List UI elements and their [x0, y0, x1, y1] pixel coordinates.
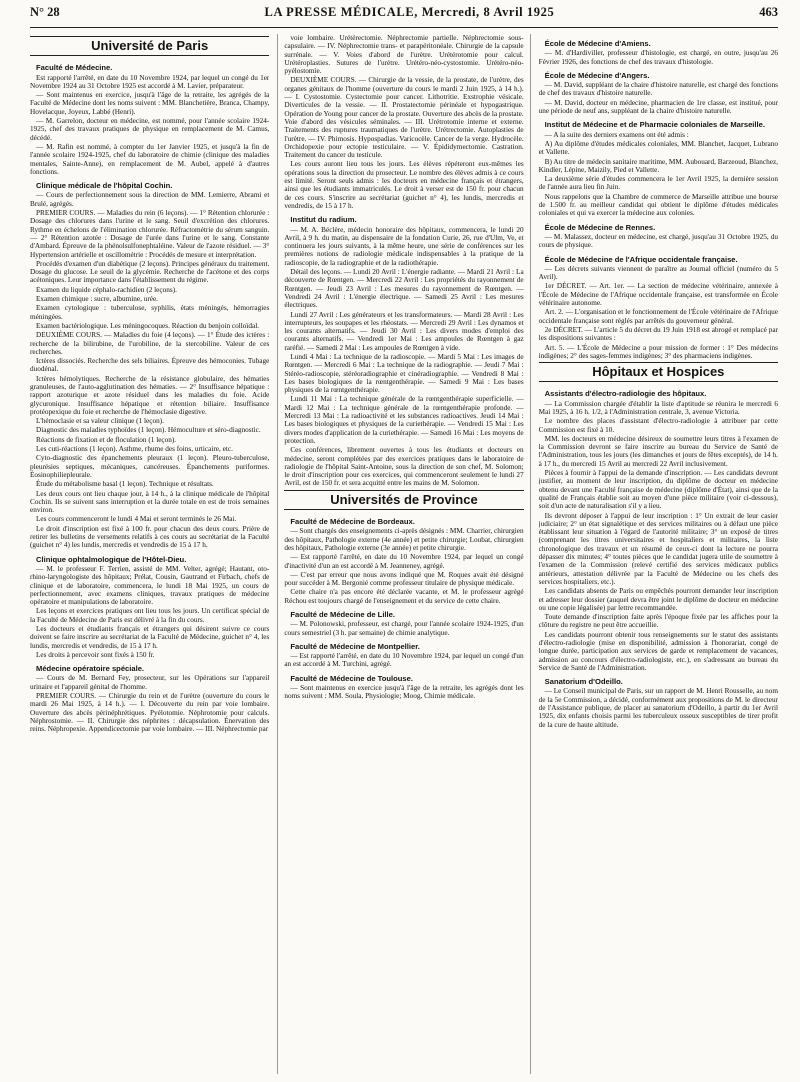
article-paragraph: — M. Rafin est nommé, à compter du 1er Janvier 1925, et jusqu'à la fin de l'année scolaire 1924-1925, chef du laboratoire de chimie (clinique des maladies mentales, Sainte-Anne), en remplacement de M. Aubel, appelé à d'autres fonctions. [30, 142, 270, 176]
article-paragraph: PREMIER COURS. — Chirurgie du rein et de l'urètre (ouverture du cours le mardi 26 Mai 1925, à 14 h.). — I. Découverte du rein par voie lombaire. Ouverture des abcès périnéphrétiques. Pyélotomie. Néphrotomie pour calculs. Néphrostomie. — II. Chirurgie des néphrites : décapsulation. Énervation des reins. Néphropexie. Appendicectomie par voie lombaire. — III. Néphrectomie par [30, 692, 270, 734]
article-heading: Sanatorium d'Odeillo. [544, 677, 623, 687]
article-paragraph: Les deux cours ont lieu chaque jour, à 14 h., à la clinique médicale de l'hôpital Cochin. Ils se suivent sans interruption et la durée totale en est de trois semaines environ. [30, 489, 270, 515]
article-heading: École de Médecine d'Amiens. [544, 39, 651, 48]
article-paragraph: L'hémoclasie et sa valeur clinique (1 leçon). [36, 417, 164, 426]
article-paragraph: 2e DÉCRET. — L'article 5 du décret du 19 Juin 1918 est abrogé et remplacé par les dispositions suivantes : [538, 325, 778, 343]
article-paragraph: — Sont chargés des enseignements ci-après désignés : MM. Charrier, chirurgien des hôpitaux, Pathologie externe (4e année) et petite chirurgie; Loubat, chirurgien des hôpitaux, Pathologie externe (3e année) et petite chirurgie. [284, 527, 524, 552]
article-paragraph: A) Au diplôme d'études médicales coloniales, MM. Blanchet, Jacquet, Lubrano et Vallette. [538, 139, 778, 157]
page-number-right: 463 [759, 5, 778, 19]
section-title-universite-de-paris: Université de Paris [30, 36, 269, 56]
article-paragraph: Ces conférences, librement ouvertes à tous les étudiants et docteurs en médecine, seront complétées par des exercices pratiques dans le laboratoire de radiologie de l'hôpital Saint-Antoine, sous la direction de son chef, M. Solomon; le droit d'inscription pour ces exercices, qui commenceront seulement le lundi 27 Avril, est de 150 fr. et sera acquitté entre les mains de M. Solomon. [284, 446, 524, 488]
article-paragraph: — La Commission chargée d'établir la liste d'aptitude se réunira le mercredi 6 Mai 1925, à 16 h. 1/2, à l'Administration centrale, 3, avenue Victoria. [538, 399, 778, 416]
article-paragraph: — M. le professeur F. Terrien, assisté de MM. Velter, agrégé; Hautant, oto-rhino-laryngologiste des hôpitaux; Prélat, Cousin, Gautrand et Firbach, chefs de clinique et de laboratoire, commencera, le lundi 18 Mai 1925, un cours de perfectionnement, avec examens cliniques, travaux pratiques de médecine opératoire et manipulations de laboratoire. [30, 564, 270, 607]
article-heading: Faculté de Médecine de Montpellier. [290, 641, 420, 651]
column-1 [30, 34, 269, 1074]
article-paragraph: Les candidats pourront obtenir tous renseignements sur le statut des assistants d'électro-radiologie (mise en disponibilité, admission à l'honorariat, congé de longue durée, participation aux services de garde et remplacement de vacances, admission au concours d'électro-radiologiste, etc.), en s'adressant au bureau du Service de Santé de l'Administration. [538, 630, 778, 672]
article-paragraph: — Sont maintenus en exercice, jusqu'à l'âge de la retraite, les agrégés de la Faculté de Médecine dont les noms suivent : MM. Blanchetière, Branca, Champy, Hovelacque, Joyeux, Labbé (Henri). [30, 91, 270, 116]
article-paragraph: Les droits à percevoir sont fixés à 150 fr. [36, 650, 155, 659]
column-1-articles [30, 64, 269, 733]
article-paragraph: — Est rapporté l'arrêté, en date du 10 Novembre 1924, par lequel un congé d'un an est accordé à M. Turchini, agrégé. [284, 652, 524, 669]
article-paragraph: — M. David, docteur en médecine, pharmacien de 1re classe, est institué, pour une période de neuf ans, suppléant de la chaire d'histoire naturelle. [538, 98, 778, 116]
article-paragraph: Réactions de fixation et de floculation (1 leçon). [36, 435, 177, 444]
article-heading: Institut du radium. [290, 215, 357, 225]
article-paragraph: Est rapporté l'arrêté, en date du 10 Novembre 1924, par lequel un congé du 1er Novembre 1924 au 31 Octobre 1925 est accordé à M. Lavier, préparateur. [30, 73, 270, 90]
article-paragraph: Art. 5. — L'École de Médecine a pour mission de former : 1° Des médecins indigènes; 2° des sages-femmes indigènes; 3° des pharmaciens indigènes. [538, 343, 778, 360]
article-paragraph: Détail des leçons. — Lundi 20 Avril : L'énergie radiante. — Mardi 21 Avril : La découverte de Rœntgen. — Mercredi 22 Avril : Les propriétés du rayonnement de Rœntgen. — Jeudi 23 Avril : Les mesures du rayonnement de Rœntgen. — Vendredi 24 Avril : L'énergie électrique. — Samedi 25 Avril : Les mesures électriques. [284, 268, 524, 310]
article-heading: Institut de Médecine et de Pharmacie coloniales de Marseille. [544, 120, 765, 130]
article-paragraph: — C'est par erreur que nous avons indiqué que M. Roques avait été désigné pour succéder à M. Bergonié comme professeur titulaire de physique médicale. [284, 570, 524, 588]
article-heading: Clinique ophtalmologique de l'Hôtel-Dieu. [36, 554, 187, 564]
article-heading: École de Médecine de Rennes. [544, 222, 656, 232]
article-paragraph: Les cours auront lieu tous les jours. Les élèves répéteront eux-mêmes les opérations sous la direction du prosecteur. Le nombre des élèves admis à ce cours est limité. Seront seuls admis : les docteurs en médecine français et étrangers, ainsi que les étudiants immatriculés. Le droit à verser est de 150 fr. pour chacun de ces cours. S'inscrire au secrétariat (guichet n° 4), les lundis, mercredis et vendredis, de 15 à 17 h. [284, 160, 524, 210]
article-heading: Faculté de Médecine de Lille. [290, 610, 395, 619]
article-paragraph: Examen bactériologique. Les méningocoques. Réaction du benjoin colloïdal. [36, 321, 260, 330]
article-paragraph: B) Au titre de médecin sanitaire maritime, MM. Aubouard, Barzeoud, Blanchez, Kindler, Lépine, Maizily, Pied et Vallette. [538, 157, 778, 174]
article-paragraph: — M. David, suppléant de la chaire d'histoire naturelle, est chargé des fonctions de chef des travaux d'histoire naturelle. [538, 81, 778, 98]
article-paragraph: Les cuti-réactions (1 leçon). Asthme, rhume des foins, urticaire, etc. [36, 445, 233, 454]
article-paragraph: Nous rappelons que la Chambre de commerce de Marseille attribue une bourse de 1.500 fr. au meilleur candidat qui obtient le diplôme d'études médicales coloniales et qui va exercer la médecine aux colonies. [538, 192, 778, 218]
publication-title: LA PRESSE MÉDICALE, Mercredi, 8 Avril 1925 [264, 5, 555, 19]
article-paragraph: Examen du liquide céphalo-rachidien (2 leçons). [36, 285, 177, 294]
columns [30, 34, 778, 1074]
article-paragraph: Procédés d'examen d'un diabétique (2 leçons). Principes généraux du traitement. Dosage du glucose. Le seuil de la glycémie. Recherche de l'acétone et des corps acétoniques. Leur importance dans l'établissement du régime. [30, 259, 270, 285]
article-paragraph: — M. Garrelon, docteur en médecine, est nommé, pour l'année scolaire 1924-1925, chef des travaux pratiques de physique en remplacement de M. Camus, décédé. [30, 117, 270, 142]
article-heading: École de Médecine de l'Afrique occidentale française. [544, 254, 738, 264]
column-2-bottom-articles [284, 518, 523, 701]
article-paragraph: Les candidats absents de Paris ou empêchés pourront demander leur inscription et adresser leur dossier (auquel devra être joint le diplôme de docteur en médecine ou une copie légalisée) par lettre recommandée. [538, 587, 778, 612]
article-paragraph: — Cours de M. Bernard Fey, prosecteur, sur les Opérations sur l'appareil urinaire et l'appareil génital de l'homme. [30, 674, 270, 691]
article-paragraph: — Sont maintenus en exercice jusqu'à l'âge de la retraite, les agrégés dont les noms suivent : MM. Soula, Physiologie; Moog, Chimie médicale. [284, 684, 524, 701]
column-3-top-articles [539, 40, 778, 360]
article-paragraph: Examen chimique : sucre, albumine, urée. [36, 295, 158, 304]
article-paragraph: — Les décrets suivants viennent de paraître au Journal officiel (numéro du 5 Avril). [538, 264, 778, 282]
article-paragraph: — M. A. Béclère, médecin honoraire des hôpitaux, commencera, le lundi 20 Avril, à 9 h. du matin, au dispensaire de la fondation Curie, 26, rue d'Ulm, Ve, et continuera les jours suivants, à la même heure, une série de conférences sur les premières notions de radiologie médicale indispensables à la pratique de la radioscopie, de la radiographie et de la radiothérapie. [284, 225, 524, 267]
article-paragraph: — A la suite des derniers examens ont été admis : [544, 130, 689, 139]
article-heading: Faculté de Médecine de Toulouse. [290, 673, 413, 683]
article-paragraph: Les leçons et exercices pratiques ont lieu tous les jours. Un certificat spécial de la Faculté de Médecine de Paris est délivré à la fin du cours. [30, 607, 270, 624]
article-paragraph: La deuxième série d'études commencera le 1er Avril 1925, la dernière session de l'année aura lieu fin Juin. [538, 175, 778, 192]
article-heading: Faculté de Médecine. [36, 63, 113, 73]
article-paragraph: 1er DÉCRET. — Art. 1er. — La section de médecine vétérinaire, annexée à l'École de Médecine de l'Afrique occidentale française, est transformée en École vétérinaire autonome. [538, 282, 778, 308]
article-paragraph: — M. d'Hardiviller, professeur d'histologie, est chargé, en outre, jusqu'au 26 Février 1926, des fonctions de chef des travaux d'histologie. [538, 49, 778, 66]
column-3 [539, 34, 778, 1074]
article-paragraph: voie lombaire. Urétérectomie. Néphrectomie partielle. Néphrectomie sous-capsulaire. — IV. Néphrectomie trans- et parapéritonéale. Chirurgie de la capsule surrénale. — V. Voies d'abord de l'urètre. Urétérotomie pour calcul. Urétéroplasties. Sutures de l'urètre. Urétéro-néo-cystostomie. Urétéro-néo-pyélostomie. [284, 34, 524, 76]
article-paragraph: Étude du métabolisme basal (1 leçon). Technique et résultats. [36, 480, 214, 489]
article-paragraph: — Est rapporté l'arrêté, en date du 10 Novembre 1924, par lequel un congé d'inactivité d'un an est accordé à M. Jeanneney, agrégé. [284, 553, 524, 570]
article-paragraph: Le droit d'inscription est fixé à 100 fr. pour chacun des deux cours. Prière de retirer les bulletins de versements relatifs à ces cours au secrétariat de la Faculté (guichet n° 4) les lundis, mercredis et vendredis de 15 à 17 h. [30, 524, 270, 550]
column-3-bottom-articles [539, 390, 778, 729]
article-paragraph: Toute demande d'inscription faite après l'époque fixée par les affiches pour la clôture du registre ne peut être accueillie. [538, 613, 778, 630]
article-heading: Assistants d'électro-radiologie des hôpitaux. [544, 389, 707, 399]
article-heading: Clinique médicale de l'hôpital Cochin. [36, 181, 173, 191]
page-number-left: N° 28 [30, 5, 60, 19]
article-paragraph: Les docteurs et étudiants français et étrangers qui désirent suivre ce cours doivent se faire inscrire au secrétariat de la Faculté de Médecine, guichet n° 4, les lundis, mercredis et vendredis, de 15 à 17 h. [30, 625, 270, 650]
article-paragraph: MM. les docteurs en médecine désireux de soumettre leurs titres à l'examen de la Commission devront se faire inscrire au bureau du Service de Santé de l'Administration, tous les jours (les dimanches et jours de fêtes exceptés), de 14 h. à 17 h., du mercredi 15 Avril au mercredi 22 Avril inclusivement. [538, 434, 778, 468]
section-title-universites-de-province: Universités de Province [284, 490, 523, 510]
article-paragraph: Cette chaire n'a pas encore été déclarée vacante, et M. le professeur agrégé Réchou est toujours chargé de l'enseignement et du service de cette chaire. [284, 588, 524, 605]
article-heading: Faculté de Médecine de Bordeaux. [290, 517, 415, 527]
article-paragraph: Ils devront déposer à l'appui de leur inscription : 1° Un extrait de leur casier judiciaire; 2° un état signalétique et des services militaires ou à défaut une pièce établissant leur situation à l'égard de l'autorité militaire; 3° un exposé de titres (comprenant les titres universitaires et hospitaliers et militaires, la liste chronologique des travaux et un résumé de ceux-ci dont la lecture ne pourra dépasser dix minutes; 4° toutes pièces que le candidat jugera utile de soumettre à l'examen de la Commission (relevé certifié des services médicaux publics antérieurs, attestation délivrée par la Faculté de Médecine ou les chefs des services hospitaliers, etc.). [538, 511, 778, 586]
article-paragraph: Le nombre des places d'assistant d'électro-radiologie à attribuer par cette Commission est fixé à 10. [538, 417, 778, 434]
article-heading: École de Médecine d'Angers. [544, 70, 650, 80]
article-paragraph: Art. 2. — L'organisation et le fonctionnement de l'École vétérinaire de l'Afrique occidentale française sont réglés par arrêtés du gouverneur général. [538, 308, 778, 325]
article-paragraph: — Le Conseil municipal de Paris, sur un rapport de M. Henri Rousselle, au nom de la 5e Commission, a décidé, conformément aux propositions de M. le directeur de l'Assistance publique, de placer au sanatorium d'Odeillo, à partir du 1er Avril 1925, dix enfants choisis parmi les tuberculeux osseux susceptibles de tirer profit de la cure de haute altitude. [538, 687, 778, 729]
article-heading: Médecine opératoire spéciale. [36, 664, 145, 674]
article-paragraph: Pièces à fournir à l'appui de la demande d'inscription. — Les candidats devront justifier, au moment de leur inscription, du diplôme de docteur en médecine obtenu devant une Faculté française de médecine (diplôme d'État), ainsi que de la qualité de Français établie soit au moyen d'une pièce militaire (voir ci-dessous), soit d'un acte de naturalisation s'il y a lieu. [538, 469, 778, 511]
article-paragraph: Lundi 27 Avril : Les générateurs et les transformateurs. — Mardi 28 Avril : Les interrupteurs, les soupapes et les rhéostats. — Mercredi 29 Avril : Les dynamos et les courants alternatifs. — Jeudi 30 Avril : Les divers modes d'emploi des courants alternatifs. — Vendredi 1er Mai : Les ampoules de Rœntgen à gaz raréfié. — Samedi 2 Mai : Les ampoules de Rœntgen à vide. [284, 310, 524, 352]
article-paragraph: Diagnostic des maladies typhoïdes (1 leçon). Hémoculture et séro-diagnostic. [36, 426, 261, 435]
article-paragraph: Les cours commenceront le lundi 4 Mai et seront terminés le 26 Mai. [36, 515, 237, 524]
article-paragraph: PREMIER COURS. — Maladies du rein (6 leçons). — 1° Rétention chlorurée : Dosage des chlorures dans l'urine et le sang. Seuil d'excrétion des chlorures. Rythme en échelons de l'élimination chlorurée. Réfractométrie du sérum sanguin. — 2° Rétention azotée : Dosage de l'urée dans l'urine et le sang. Constante d'Ambard. Épreuve de la phénolsulfonephtaléine. Valeur de l'azote résiduel. — 3° Hypertension artérielle et oscillométrie : Procédés de mesure et interprétation. [30, 209, 270, 259]
article-paragraph: Ictères hémolytiques. Recherche de la résistance globulaire, des hématies granuleuses, de l'auto-agglutination des hématies. — 2° Insuffisance hépatique : rapport azoturique et azote résiduel dans les maladies du foie. Acide glycuronique. Insuffisance hépatique et rétention biliaire. Insuffisance protéopexique du foie et recherche de l'hémoclasie digestive. [30, 374, 270, 416]
column-2-top-articles [284, 34, 523, 488]
page-header [30, 0, 778, 28]
column-2 [277, 34, 530, 1074]
article-paragraph: — M. Malassez, docteur en médecine, est chargé, jusqu'au 31 Octobre 1925, du cours de physique. [538, 232, 778, 250]
article-paragraph: Lundi 11 Mai : La technique générale de la rœntgenthérapie superficielle. — Mardi 12 Mai : La technique générale de la rœntgenthérapie profonde. — Mercredi 13 Mai : La radioactivité et les substances radioactives. Jeudi 14 Mai : Les bases biologiques et physiques de la curiethérapie. — Vendredi 15 Mai : Les divers modes d'application de la curiethérapie. — Samedi 16 Mai : Les moyens de protection. [284, 395, 524, 445]
article-paragraph: DEUXIÈME COURS. — Maladies du foie (4 leçons). — 1° Étude des ictères : recherche de la bilirubine, de l'urobiline, de la stercobiline. Valeur de ces recherches. [30, 331, 270, 356]
article-paragraph: — Cours de perfectionnement sous la direction de MM. Lemierre, Abrami et Brulé, agrégés. [30, 191, 270, 208]
article-paragraph: — M. Polonowski, professeur, est chargé, pour l'année scolaire 1924-1925, d'un cours semestriel (3 h. par semaine) de chimie analytique. [284, 620, 524, 637]
article-paragraph: Ictères dissociés. Recherche des sels biliaires. Épreuve des hémoconies. Tubage duodénal. [30, 357, 270, 374]
section-title-hopitaux-et-hospices: Hôpitaux et Hospices [539, 362, 778, 382]
article-paragraph: DEUXIÈME COURS. — Chirurgie de la vessie, de la prostate, de l'urètre, des organes génitaux de l'homme (ouverture du cours le mardi 2 Juin 1925, à 14 h.). — I. Cystostomie. Cystectomie pour cancer. Lithotritie. Exstrophie vésicale. Diverticules de la vessie. — II. Prostatectomie périnéale et hypogastrique. Opération de Young pour cancer de la prostate. Ouverture des abcès de la prostate. Voie d'abord des vésicules séminales. — III. Urétrotomie interne et externe. Traitements des ruptures traumatiques de l'urètre. Urétrectomie. Autoplasties de l'urètre. — IV. Phimosis. Hypospadias. Varicocèle. Cancer de la verge. Hydrocèle. Orchidopexie pour ectopie testiculaire. — V. Épididymectomie. Castration. Traitement du cancer du testicule. [284, 76, 524, 160]
article-paragraph: Cyto-diagnostic des épanchements pleuraux (1 leçon). Pleuro-tuberculose, pleurésies septiques, mécaniques, cancéreuses. Épanchements puriformes. Éosinophiliepleurale. [30, 454, 270, 479]
article-paragraph: Examen cytologique : tuberculose, syphilis, états méningés, hémorragies méningées. [30, 304, 270, 321]
article-paragraph: Lundi 4 Mai : La technique de la radioscopie. — Mardi 5 Mai : Les images de Rœntgen. — Mercredi 6 Mai : La technique de la radiographie. — Jeudi 7 Mai : Stéréo-radioscopie, stéréoradiographie et cinéradiographie. — Vendredi 8 Mai : Les bases biologiques de la rœntgenthérapie. — Samedi 9 Mai : Les bases physiques de la rœntgenthérapie. [284, 352, 524, 395]
